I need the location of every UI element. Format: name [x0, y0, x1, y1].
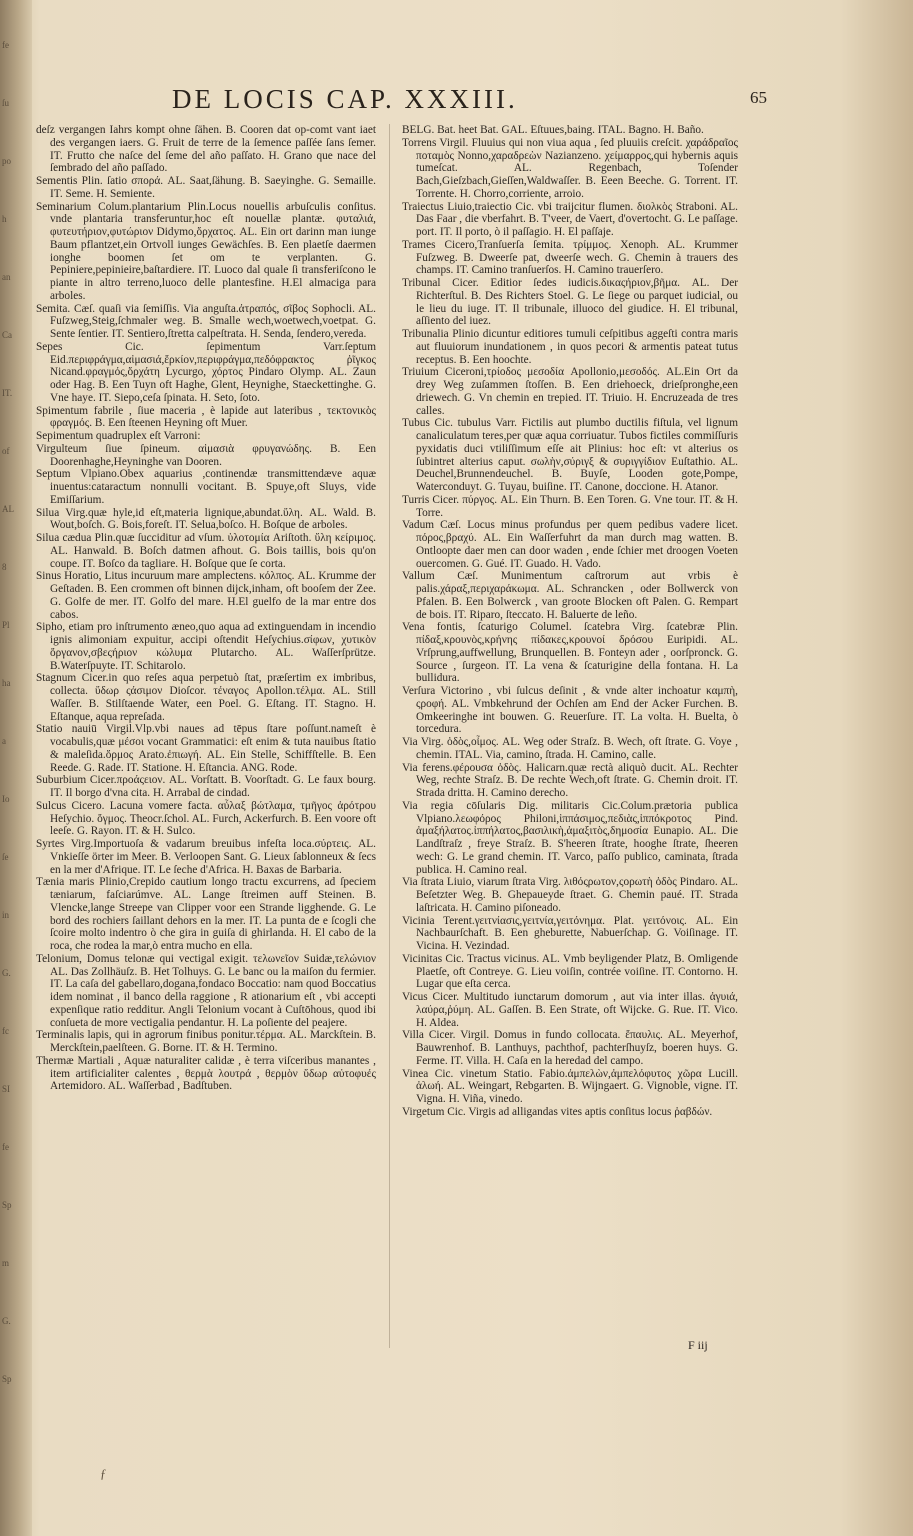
dictionary-entry: Turris Cicer. πύργος. AL. Ein Thurn. B. Een Toren. G. Vne tour. IT. & H. Torre.	[402, 493, 738, 519]
dictionary-entry: Silua cædua Plin.quæ ſucciditur ad vſum. ὑλοτομία Ariſtoth. ὕλη κείριμος. AL. Hanwald. B. Boſch datmen afhout. G. Bois taillis, bois qu'on coupe. IT. Boſco da tagliare. H. Boſque que ſe corta.	[36, 532, 376, 570]
column-divider	[389, 124, 390, 1348]
gutter-fragment: h	[2, 214, 7, 224]
dictionary-entry: Silua Virg.quæ hyle,id eſt,materia lignique,abundat.ὕλη. AL. Wald. B. Wout,boſch. G. Bois,foreſt. IT. Selua,boſco. H. Boſque de arboles.	[36, 506, 376, 532]
gutter-fragment: Ca	[2, 330, 12, 340]
gutter-fragment: Sp	[2, 1200, 12, 1210]
dictionary-entry: Tubus Cic. tubulus Varr. Fictilis aut plumbo ductilis fiſtula, vel lignum canaliculatum teres,per quæ aqua corriuatur. Tubos fictiles commiſſuris pyxidatis duci vtiliſſimum eſſe ait Plinius: hoc eſt: vt alterius os ſubintret alterius caput. σωλὴν,σύριγξ & συριγγίδιον Euſtathio. AL. Deuchel,Brunnendeuchel. B. Buyſe, Looden gote,Pompe, Waterconduyt. G. Tuyau, buiſine. IT. Canone, doccione. H. Atanor.	[402, 417, 738, 493]
dictionary-entry: Sepes Cic. ſepimentum Varr.ſeptum Eid.περιφράγμα,αἱμασιά,ἕρκίον,περιφράγμα,πεδόφρακτος ῥῖγκος Nicand.φραγμός,ὄρχάτη Lycurgo, χόρτος Pindaro Olymp. AL. Zaun oder Hag. B. Een Tuyn oft Haghe, Glent, Heynighe, Staeckettinghe. G. Vne haye. IT. Siepo,ceſa ſpinata. H. Seto, ſoto.	[36, 340, 376, 404]
dictionary-entry: Septum Vlpiano.Obex aquarius ,continendæ transmittendæve aquæ inuentus:cataractum nonnulli vocitant. B. Spuye,oft Sluys, vide Emiſſarium.	[36, 468, 376, 506]
gutter-fragment: in	[2, 910, 10, 920]
dictionary-entry: Seminarium Colum.plantarium Plin.Locus nouellis arbuſculis conſitus. vnde plantaria transferuntur,hoc eſt nouellæ plantæ. φυταλιά, φυτευτήριον,φυτώριον Didymo,ὄρχατος. AL. Ein ort darinn man iunge Baum pflantzet,ein Ortvoll iunges Gewächſes. B. Een plaetſe daermen ionghe boomen ſet om te verplanten. G. Pepiniere,pepinieire,baſtardiere. IT. Luoco dal quale ſi transferiſcono le piante in altro terreno,luoco delle plantesfine. H.El almaciga para arboles.	[36, 200, 376, 302]
gutter-fragment: ſu	[2, 98, 10, 108]
facing-page-gutter	[0, 0, 32, 1536]
dictionary-entry: Virgetum Cic. Virgis ad alligandas vites aptis conſitus locus ῥαβδών.	[402, 1105, 713, 1118]
dictionary-entry: Stagnum Cicer.in quo reſes aqua perpetuò ſtat, præſertim ex imbribus, collecta. ὕδωρ ςάσιμον Dioſcor. τέναγος Apollon.τέλμα. AL. Still Waſſer. B. Stilſtaende Water, een Poel. G. Eſtang. IT. Stagno. H. Eſtanque, aqua repreſada.	[36, 672, 376, 723]
gutter-fragment: an	[2, 272, 11, 282]
dictionary-entry: deſz vergangen Iahrs kompt ohne ſähen. B. Cooren dat op-comt vant iaet des vergangen iaers. G. Fruit de terre de la ſemence paſſée ſans ſemer. IT. Frutto che naſce del ſeme del año paſſato. H. Grano que nace del ſembrado del año paſſado.	[36, 124, 376, 175]
dictionary-entry: Sinus Horatio, Litus incuruum mare amplectens. κόλπος. AL. Krumme der Geſtaden. B. Een crommen oft binnen dijck,inham, oft booſem der Zee. G. Golfe de mer. IT. Golfo del mare. H.El guelfo de la mar entre dos cabos.	[36, 570, 376, 621]
gutter-fragment: fc	[2, 1026, 9, 1036]
dictionary-entry: Via Virg. ὁδὸς,οἶμος. AL. Weg oder Straſz. B. Wech, oft ſtrate. G. Voye , chemin. ITAL. Via, camino, ſtrada. H. Camino, calle.	[402, 736, 738, 761]
gutter-fragment: of	[2, 446, 10, 456]
dictionary-entry: Semita. Cæſ. quaſi via ſemiſſis. Via anguſta.ἀτραπός, σῖβος Sophocli. AL. Fuſzweg,Steig,ſchmaler weg. B. Smalle wech,woetwech,voetpat. G. Sente ſentier. IT. Sentiero,ſtretta calpeſtrata. H. Senda, ſendero,vereda.	[36, 302, 376, 340]
dictionary-entry: Vallum Cæſ. Munimentum caſtrorum aut vrbis è palis.χάραξ,περιχαράκωμα. AL. Schrancken , oder Bollwerck von Pfalen. B. Een Bolwerck , van groote Blocken oft Palen. G. Rempart de bois. IT. Riparo, ſteccato. H. Baluerte de leño.	[402, 570, 738, 621]
dictionary-entry: BELG. Bat. heet Bat. GAL. Eſtuues,baing. ITAL. Bagno. H. Baño.	[402, 124, 704, 136]
gutter-fragment: AL	[2, 504, 14, 514]
dictionary-entry: Torrens Virgil. Fluuius qui non viua aqua , ſed pluuiis creſcit. χαράδραῖος ποταμὸς Nonno,χαραδρεὼν Nazianzeno. χείμαρρος,qui hybernis aquis tumeſcat. AL. Regenbach, Toſender Bach,Gieſzbach,Gieſſen,Waldwaſſer. B. Eeen Beeche. G. Torrent. IT. Torrente. H. Chorro,corriente, arroio.	[402, 136, 738, 200]
dictionary-entry: Statio nauiū Virgil.Vlp.vbi naues ad tēpus ſtare poſſunt.nameſt è vocabulis,quæ μέσοι vocant Grammatici: eſt enim & tuta nauibus ſtatio & maleſida.ὅρμος Arato.ἐπιωγή. AL. Ein Stelle, Schiffſtelle. B. Een Reede. G. Rade. IT. Statione. H. Eſtancia. ANG. Rode.	[36, 723, 376, 774]
gutter-fragment: SI	[2, 1084, 11, 1094]
gutter-fragment: 8	[2, 562, 7, 572]
gutter-fragment: fe	[2, 1142, 9, 1152]
dictionary-entry: Vinea Cic. vinetum Statio. Fabio.ἀμπελὼν,ἀμπελόφυτος χῶρα Lucill. ἀλωή. AL. Weingart, Rebgarten. B. Wijngaert. G. Vignoble, vigne. IT. Vigna. H. Viña, vinedo.	[402, 1067, 738, 1105]
dictionary-entry: Terminalis lapis, qui in agrorum finibus ponitur.τέρμα. AL. Marckſtein. B. Merckſtein,paelſteen. G. Borne. IT. & H. Termino.	[36, 1029, 376, 1054]
dictionary-entry: Via ferens.φέρουσα ὁδὸς. Halicarn.quæ rectà aliquò ducit. AL. Rechter Weg, rechte Straſz. B. De rechte Wech,oft ſtrate. G. Chemin droit. IT. Strada dritta. H. Camino derecho.	[402, 761, 738, 799]
dictionary-entry: Tribunalia Plinio dicuntur editiores tumuli ceſpitibus aggeſti contra maris aut fluuiorum inundationem , in quos pecori & armentis pateat tutus receptus. B. Een hoochte.	[402, 328, 738, 366]
dictionary-entry: Spimentum fabrile , ſiue maceria , è lapide aut lateribus , τεκτονικὸς φραγμός. B. Een ſteenen Heyning oft Muer.	[36, 404, 376, 430]
dictionary-entry: Thermæ Martiali , Aquæ naturaliter calidæ , è terra viſceribus manantes , item artificialiter calentes , θερμὰ λουτρά , θερμὸν ὕδωρ αὐτοφυές Artemidoro. AL. Waſſerbad , Badſtuben.	[36, 1054, 376, 1093]
dictionary-entry: Villa Cicer. Virgil. Domus in fundo collocata. ἔπαυλις. AL. Meyerhof, Bauwrenhof. B. Lanthuys, pachthof, pachterſhuyſz, boeren huys. G. Ferme. IT. Villa. H. Caſa en la heredad del campo.	[402, 1029, 738, 1067]
dictionary-entry: Virgulteum ſiue ſpineum. αἱμασιὰ φρυγανώδης. B. Een Doorenhaghe,Heyninghe van Dooren.	[36, 442, 376, 468]
dictionary-entry: Vena fontis, ſcaturigo Columel. ſcatebra Virg. ſcatebræ Plin. πίδαξ,κρουνὸς,κρήνης πίδακες,κρουνοί δρόσου Euripidi. AL. Vrſprung,auffwellung, Brunquellen. B. Fonteyn ader , oorſpronck. G. Source , ſurgeon. IT. La vena & ſcaturigine della fontana. H. La bullidura.	[402, 621, 738, 685]
gutter-fragment: po	[2, 156, 11, 166]
ink-mark: ƒ	[100, 1466, 107, 1481]
dictionary-entry: Sipho, etiam pro inſtrumento æneo,quo aqua ad extinguendam in incendio ignis alimoniam expuitur, accipi oſtendit Heſychius.σίφων, χυτικὸν ὄργανον,σβεςήριον κώλυμα Plutarcho. AL. Waſſerſprütze. B.Waterſpuyte. IT. Schitarolo.	[36, 621, 376, 672]
gutter-fragment: Pl	[2, 620, 10, 630]
right-column	[402, 124, 738, 1356]
gutter-fragment: G.	[2, 1316, 11, 1326]
dictionary-entry: Sepimentum quadruplex eſt Varroni:	[36, 430, 201, 442]
gutter-fragment: a	[2, 736, 6, 746]
dictionary-entry: Verſura Victorino , vbi ſulcus deſinit , & vnde alter inchoatur καμπὴ, ςροφή. AL. Vmbkehrund der Ochſen am End der Acker Furchen. B. Omkeeringhe int bouwen. G. Reuerſure. IT. La volta. H. Buelta, ò torcedura.	[402, 685, 738, 736]
gutter-fragment: G.	[2, 968, 11, 978]
gutter-fragment: Sp	[2, 1374, 12, 1384]
gutter-fragment: ſe	[2, 852, 9, 862]
dictionary-entry: Trames Cicero,Tranſuerſa ſemita. τρίμμος. Xenoph. AL. Krummer Fuſzweg. B. Dweerſe pat, dweerſe wech. G. Chemin à trauers des champs. IT. Camino tranſuerſos. H. Camino trauerſero.	[402, 238, 738, 277]
dictionary-entry: Suburbium Cicer.προάςειον. AL. Vorſtatt. B. Voorſtadt. G. Le faux bourg. IT. Il borgo d'vna cita. H. Arrabal de cindad.	[36, 774, 376, 799]
dictionary-entry: Via ſtrata Liuio, viarum ſtrata Virg. λιθόςρωτον,ςορωτὴ ὁδὸς Pindaro. AL. Beſetzter Weg. B. Ghepaueyde ſtraet. G. Chemin paué. IT. Strada laſtricata. H. Camino piſoneado.	[402, 876, 738, 914]
signature-mark: F iij	[688, 1338, 708, 1352]
page-number: 65	[750, 88, 767, 107]
dictionary-entry: Sementis Plin. ſatio σπορά. AL. Saat,ſähung. B. Saeyinghe. G. Semaille. IT. Seme. H. Semiente.	[36, 175, 376, 200]
dictionary-entry: Traiectus Liuio,traiectio Cic. vbi traijcitur flumen. διολκὸς Straboni. AL. Das Faar , die vberfahrt. B. T'veer, de Vaert, d'overtocht. G. Le paſſage. port. IT. Il porto, ò il paſſagio. H. El paſſaje.	[402, 200, 738, 238]
dictionary-entry: Vicus Cicer. Multitudo iunctarum domorum , aut via inter illas. ἀγυιά, λαύρα,ῥύμη. AL. Gaſſen. B. Een Strate, oft Wijcke. G. Rue. IT. Vico. H. Aldea.	[402, 991, 738, 1029]
gutter-fragment: m	[2, 1258, 10, 1268]
dictionary-entry: Syrtes Virg.Importuoſa & vadarum breuibus infeſta loca.σύρτεις. AL. Vnkieſſe örter im Meer. B. Verloopen Sant. G. Lieux ſablonneux & ſecs en la mer d'Afrique. IT. Le ſeche d'Africa. H. Baxas de Barbaria.	[36, 838, 376, 876]
dictionary-entry: Vicinia Terent.γειτνίασις,γειτνία,γειτόνημα. Plat. γειτόνοις. AL. Ein Nachbaurſchaft. B. Een gheburette, Nabuerſchap. G. Voiſinage. IT. Vicina. H. Vezindad.	[402, 914, 738, 952]
dictionary-entry: Sulcus Cicero. Lacuna vomere facta. αὖλαξ βώτλαμα, τμῆγος ἀρότρου Heſychio. ὄγμος. Theocr.ſchol. AL. Furch, Ackerfurch. B. Een voore oft leeſe. G. Rayon. IT. & H. Sulco.	[36, 799, 376, 838]
gutter-fragment: IT.	[2, 388, 13, 398]
dictionary-entry: Vadum Cæſ. Locus minus profundus per quem pedibus vadere licet. πόρος,βραχύ. AL. Ein Waſſerfuhrt da man durch mag watten. B. Ontloopte daer men can door waden , ende ſchier met droogen Voeten ouercomen. G. Gué. IT. Guado. H. Vado.	[402, 519, 738, 570]
dictionary-entry: Vicinitas Cic. Tractus vicinus. AL. Vmb beyligender Platz, B. Omligende Plaetſe, oft Contreye. G. Lieu voiſin, contrée voiſine. IT. Contorno. H. Lugar que eſta cerca.	[402, 952, 738, 991]
gutter-fragment: ha	[2, 678, 11, 688]
left-column	[36, 124, 376, 1339]
gutter-fragment: Io	[2, 794, 10, 804]
dictionary-entry: Via regia cōſularis Dig. militaris Cic.Colum.prætoria publica Vlpiano.λεωφόρος Philoni,ἱππάσιμος,πεδιὰς,ἱππόκροτος Pind. ἁμαξήλατος.ἱππήλατος,βασιλικὴ,ἁμαξιτὸς,δημοσία Eunapio. AL. Die Landſtraſz , freye Straſz. B. S'heeren ſtrate, hooghe ſtrate, ſheeren wech: G. Le grand chemin. IT. Varco, paſſo publico, caminata, ſtrada publica. H. Camino real.	[402, 799, 738, 876]
dictionary-entry: Telonium, Domus telonæ qui vectigal exigit. τελωνεῖον Suidæ,τελώνιον AL. Das Zollhäuſz. B. Het Tolhuys. G. Le banc ou la maiſon du fermier. IT. La caſa del gabellaro,dogana,fondaco Boccatio: nam quod Boccatius idem nominat , il banco della raggione , R ationarium eſt , vbi accepti expenſique ratio redditur. Angli Telonium vocant à Cuſtōhous, quod ibi conſueta de more vectigalia pendantur. H. La poſiente del peajere.	[36, 952, 376, 1029]
running-title: DE LOCIS CAP. XXXIII.	[172, 84, 518, 114]
page-header	[0, 84, 913, 120]
gutter-fragment: fe	[2, 40, 9, 50]
dictionary-entry: Tænia maris Plinio,Crepido cautium longo tractu excurrens, ad ſpeciem tæniarum, faſciarúmve. AL. Lange ſtreimen auff Steinen. B. Vlencke,lange Streepe van Clipper voor een Strande ligghende. G. Le bord des rochiers ſaillant dehors en la mer. IT. La punta de e ſcogli che ſcoire molto indentro ò che gira in guiſa di ghirlanda. H. El cabo de la roca, che rodea la mar,ò entra mucho en ella.	[36, 876, 376, 952]
dictionary-entry: Tribunal Cicer. Editior ſedes iudicis.δικαςήριον,βῆμα. AL. Der Richterſtul. B. Des Richters Stoel. G. Le ſiege ou parquet iudicial, ou le lieu du iuge. IT. Il tribunale, illuoco del giudice. H. El tribunal, aſſiento del iuez.	[402, 277, 738, 328]
dictionary-entry: Triuium Ciceroni,τρίοδος μεσοδία Apollonio,μεσοδός. AL.Ein Ort da drey Weg zuſammen ſtoſſen. B. Een driehoeck, drieſpronghe,een driewech. G. Vn chemin en trepied. IT. Triuio. H. Encruzeada de tres calles.	[402, 366, 738, 417]
